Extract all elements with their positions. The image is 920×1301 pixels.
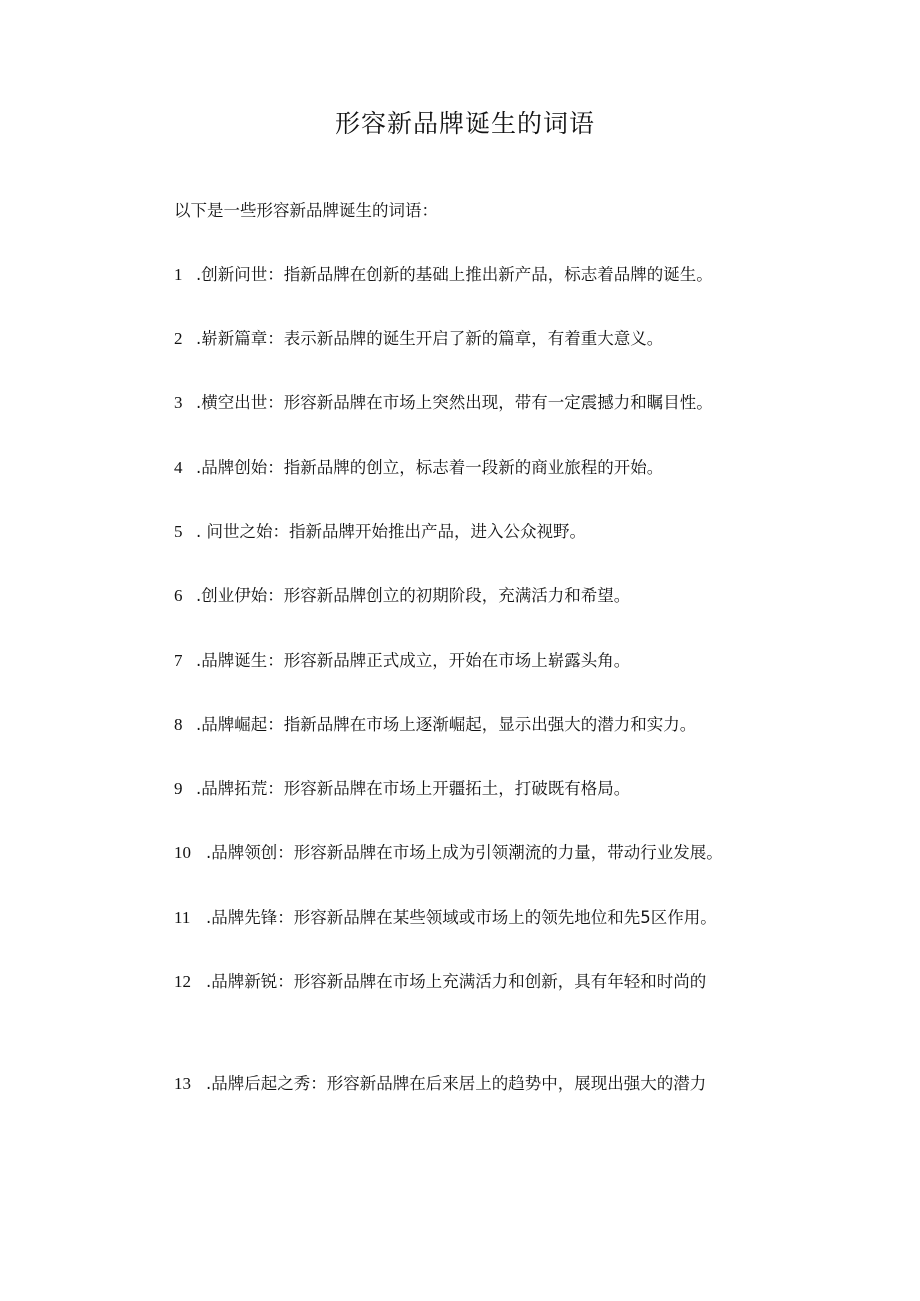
list-item-number: 3 (174, 393, 183, 412)
list-item (174, 968, 706, 996)
list-item-number: 7 (174, 651, 183, 670)
list-item-text: .创业伊始：形容新品牌创立的初期阶段，充满活力和希望。 (196, 586, 631, 605)
list-item (174, 261, 713, 289)
intro-paragraph: 以下是一些形容新品牌诞生的词语： (174, 201, 438, 220)
list-item-number: 8 (174, 715, 183, 734)
document-title: 形容新品牌诞生的词语 (334, 109, 595, 138)
list-item (174, 904, 717, 932)
list-item-text: .崭新篇章：表示新品牌的诞生开启了新的篇章，有着重大意义。 (196, 329, 664, 348)
list-item (174, 711, 696, 739)
list-item (174, 454, 663, 482)
list-item-text: .品牌先锋：形容新品牌在某些领域或市场上的领先地位和先5区作用。 (206, 908, 717, 927)
list-item-number: 2 (174, 329, 183, 348)
list-item-number: 5 (174, 522, 183, 541)
list-item-text: .品牌诞生：形容新品牌正式成立，开始在市场上崭露头角。 (196, 651, 631, 670)
list-item-text: . 问世之始：指新品牌开始推出产品，进入公众视野。 (196, 522, 586, 541)
list-item-number: 10 (174, 843, 191, 862)
list-item-number: 4 (174, 458, 183, 477)
list-item-text: .品牌后起之秀：形容新品牌在后来居上的趋势中，展现出强大的潜力 (206, 1074, 707, 1093)
list-item-number: 13 (174, 1074, 191, 1093)
list-item-number: 11 (174, 908, 191, 927)
list-item-text: .创新问世：指新品牌在创新的基础上推出新产品，标志着品牌的诞生。 (196, 265, 713, 284)
list-item (174, 1070, 706, 1098)
list-item (174, 839, 723, 867)
list-item-number: 9 (174, 779, 183, 798)
list-item (174, 389, 713, 417)
list-item-text: .品牌新锐：形容新品牌在市场上充满活力和创新，具有年轻和时尚的 (206, 972, 707, 991)
list-item-text: .品牌拓荒：形容新品牌在市场上开疆拓土，打破既有格局。 (196, 779, 631, 798)
list-item-text: .品牌创始：指新品牌的创立，标志着一段新的商业旅程的开始。 (196, 458, 664, 477)
list-item-text: .横空出世：形容新品牌在市场上突然出现，带有一定震撼力和瞩目性。 (196, 393, 713, 412)
list-item-number: 6 (174, 586, 183, 605)
list-item (174, 325, 663, 353)
list-item-number: 12 (174, 972, 191, 991)
list-item-text: .品牌领创：形容新品牌在市场上成为引领潮流的力量，带动行业发展。 (206, 843, 723, 862)
list-item (174, 582, 630, 610)
list-item-text: .品牌崛起：指新品牌在市场上逐渐崛起，显示出强大的潜力和实力。 (196, 715, 697, 734)
list-item (174, 647, 630, 675)
list-item-number: 1 (174, 265, 183, 284)
list-item (174, 775, 630, 803)
list-item (174, 518, 586, 546)
